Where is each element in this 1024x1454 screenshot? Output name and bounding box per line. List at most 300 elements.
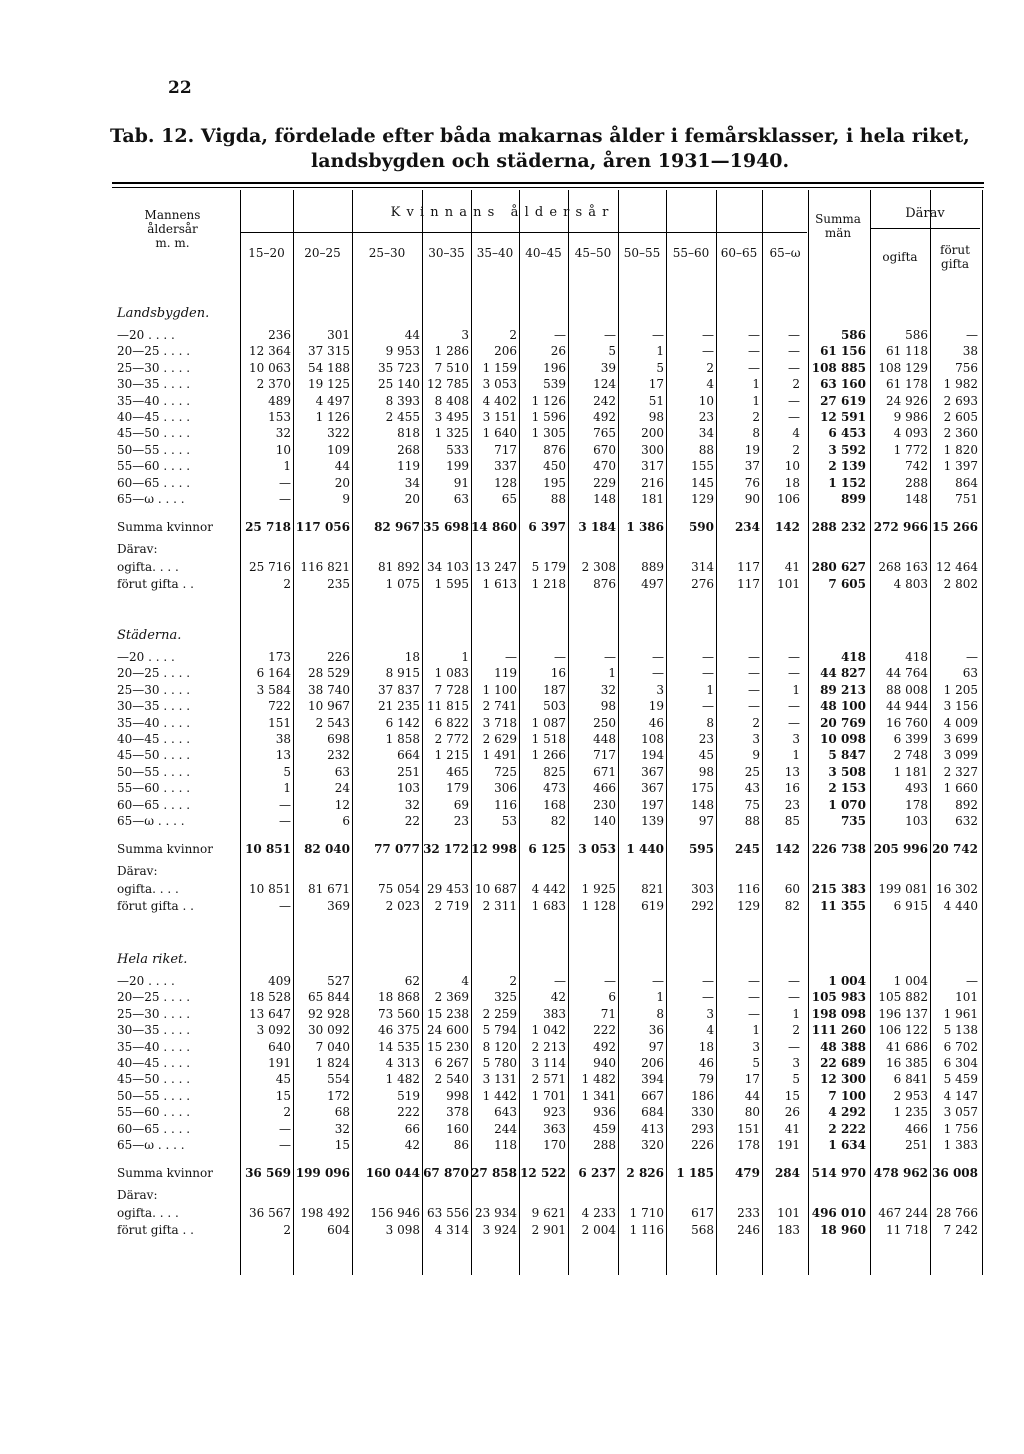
ogifta-row-cell: 116 [737, 882, 760, 897]
ogifta-row-cell: 34 103 [427, 560, 469, 575]
table-row-cell: 671 [593, 764, 616, 779]
table-row-cell: 4 [706, 377, 714, 392]
table-row-cell: 2 [706, 360, 714, 375]
table-row-cell: 667 [641, 1088, 664, 1103]
table-row-cell: — [279, 1138, 291, 1152]
table-row-cell: 394 [641, 1072, 664, 1087]
summa-row-cell: 77 077 [374, 842, 420, 857]
table-row-cell: 4 402 [482, 393, 517, 408]
table-row-cell: 186 [691, 1088, 714, 1103]
forut-row-cell: — [279, 899, 291, 914]
table-row-cell: 1 [283, 459, 291, 474]
table-row-cell: 43 [744, 781, 760, 796]
table-row-cell: — [788, 699, 800, 714]
table-row-cell: 24 926 [886, 393, 928, 408]
row-label: 40—45 . . . . [117, 410, 191, 424]
table-row-cell: — [748, 344, 760, 359]
forut-row-cell: 1 613 [482, 577, 517, 592]
table-row-cell: 18 [404, 650, 420, 664]
column-divider [930, 190, 931, 1275]
row-label: 50—55 . . . . [117, 442, 191, 457]
forut-row-cell: 235 [327, 577, 350, 592]
table-row-cell: 6 822 [434, 715, 469, 730]
header-forut-line1: förut [940, 243, 970, 257]
table-row-cell: 105 882 [878, 990, 928, 1005]
table-row-cell: 175 [691, 781, 714, 796]
table-row-cell: 244 [494, 1121, 517, 1136]
table-row-cell: 268 [397, 442, 420, 457]
table-row-cell: 65 844 [308, 990, 350, 1005]
row-label: 65—ω . . . . [117, 1138, 185, 1152]
table-row-cell: 317 [641, 459, 664, 474]
table-row-cell: 3 092 [256, 1023, 291, 1038]
table-row-cell: 1 [792, 1006, 800, 1021]
top-rule-thin [112, 187, 984, 188]
top-rule [112, 182, 984, 184]
table-row-cell: 23 [698, 732, 714, 746]
ogifta-row-cell: 215 383 [811, 882, 866, 897]
forut-row-cell: 497 [641, 577, 664, 592]
table-row-cell: 194 [641, 748, 664, 763]
ogifta-row-cell: 268 163 [878, 560, 928, 575]
header-kvinnans: K v i n n a n s å l d e r s å r [390, 205, 610, 220]
table-row-cell: — [788, 1039, 800, 1054]
table-row-cell: 3 [656, 682, 664, 697]
ogifta-row-cell: 36 567 [249, 1206, 291, 1221]
table-row-cell: 6 [608, 990, 616, 1005]
table-row-cell: 2 571 [531, 1072, 566, 1087]
table-row-cell: 1 152 [828, 475, 866, 490]
table-row-cell: 1 [283, 781, 291, 796]
table-row-cell: — [788, 650, 800, 664]
table-row-cell: 448 [593, 732, 616, 746]
table-row-cell: 11 815 [427, 699, 469, 714]
table-row-cell: — [966, 328, 978, 342]
table-row-cell: 5 847 [828, 748, 866, 763]
table-row-cell: 232 [327, 748, 350, 763]
summa-row-cell: 67 870 [423, 1166, 469, 1181]
table-row-cell: 632 [955, 814, 978, 828]
table-row-cell: 38 [275, 732, 291, 746]
table-row-cell: — [279, 797, 291, 812]
ogifta-row-cell: 12 464 [936, 560, 978, 575]
table-row-cell: 923 [543, 1105, 566, 1120]
summa-row-cell: 6 397 [528, 520, 566, 535]
row-label: 40—45 . . . . [117, 1056, 191, 1070]
header-summa [808, 212, 868, 240]
table-row-cell: 16 [550, 666, 566, 681]
section-title: Hela riket. [117, 952, 188, 967]
table-row-cell: 79 [698, 1072, 714, 1087]
ogifta-row-cell: 198 492 [300, 1206, 350, 1221]
table-row-cell: 3 699 [943, 732, 978, 746]
ogifta-label: ogifta. . . . [117, 1206, 179, 1221]
table-row-cell: 1 640 [482, 426, 517, 441]
table-row-cell: 320 [641, 1138, 664, 1152]
ogifta-label: ogifta. . . . [117, 882, 179, 897]
table-row-cell: 418 [840, 650, 866, 664]
table-row-cell: 39 [600, 360, 616, 375]
table-row-cell: 3 057 [943, 1105, 978, 1120]
table-row-cell: 12 364 [249, 344, 291, 359]
header-kvinnans-rule [240, 232, 807, 233]
table-row-cell: 2 [792, 377, 800, 392]
summa-row-cell: 226 738 [811, 842, 866, 857]
table-row-cell: 1 159 [482, 360, 517, 375]
summa-row-cell: 595 [688, 842, 714, 857]
table-row-cell: 10 967 [308, 699, 350, 714]
table-row-cell: 66 [404, 1121, 420, 1136]
summa-row-cell: 25 718 [245, 520, 291, 535]
table-row-cell: 61 118 [886, 344, 928, 359]
table-row-cell: 3 [752, 732, 760, 746]
summa-row-cell: 245 [734, 842, 760, 857]
table-row-cell: 236 [268, 328, 291, 342]
table-row-cell: 24 600 [427, 1023, 469, 1038]
table-row-cell: 3 718 [482, 715, 517, 730]
summa-row-cell: 2 826 [626, 1166, 664, 1181]
table-row-cell: 32 [275, 426, 291, 441]
table-row-cell: 1 [752, 377, 760, 392]
table-row-cell: 206 [494, 344, 517, 359]
table-row-cell: 196 [543, 360, 566, 375]
table-row-cell: 63 [334, 764, 350, 779]
table-row-cell: 44 [744, 1088, 760, 1103]
table-row-cell: 306 [494, 781, 517, 796]
table-row-cell: 3 [461, 328, 469, 342]
table-row-cell: 12 591 [820, 410, 866, 424]
forut-row-cell: 246 [737, 1223, 760, 1238]
table-row-cell: 251 [905, 1138, 928, 1152]
row-label: 25—30 . . . . [117, 1006, 191, 1021]
table-row-cell: 18 [784, 475, 800, 490]
table-row-cell: 1 491 [482, 748, 517, 763]
table-row-cell: 1 100 [482, 682, 517, 697]
summa-row-cell: 82 040 [304, 842, 350, 857]
table-row-cell: — [279, 475, 291, 490]
table-row-cell: 2 360 [943, 426, 978, 441]
table-row-cell: 10 063 [249, 360, 291, 375]
table-row-cell: 229 [593, 475, 616, 490]
table-row-cell: 725 [494, 764, 517, 779]
table-row-cell: — [788, 344, 800, 359]
table-row-cell: 12 300 [820, 1072, 866, 1087]
table-row-cell: 288 [905, 475, 928, 490]
table-row-cell: 168 [543, 797, 566, 812]
summa-row-cell: 199 096 [295, 1166, 350, 1181]
table-row-cell: 470 [593, 459, 616, 474]
table-row-cell: — [748, 990, 760, 1005]
table-row-cell: 48 388 [820, 1039, 866, 1054]
table-row-cell: 1 004 [828, 974, 866, 988]
row-label: 20—25 . . . . [117, 344, 191, 359]
table-row-cell: 18 868 [378, 990, 420, 1005]
table-row-cell: 145 [691, 475, 714, 490]
table-row-cell: 9 953 [385, 344, 420, 359]
table-row-cell: 640 [268, 1039, 291, 1054]
table-row-cell: — [702, 990, 714, 1005]
column-divider [240, 190, 241, 1275]
age-column-header: 55–60 [672, 246, 710, 260]
ogifta-row-cell: 116 821 [300, 560, 350, 575]
table-row-cell: 1 518 [531, 732, 566, 746]
column-divider [471, 190, 472, 1275]
ogifta-row-cell: 496 010 [811, 1206, 866, 1221]
table-row-cell: 4 009 [943, 715, 978, 730]
forut-row-cell: 1 116 [629, 1223, 664, 1238]
ogifta-row-cell: 41 [784, 560, 800, 575]
table-row-cell: 5 459 [943, 1072, 978, 1087]
table-row-cell: — [279, 492, 291, 506]
table-row-cell: 89 213 [820, 682, 866, 697]
table-row-cell: 160 [446, 1121, 469, 1136]
ogifta-row-cell: 4 442 [531, 882, 566, 897]
table-row-cell: 9 [342, 492, 350, 506]
table-row-cell: 17 [744, 1072, 760, 1087]
forut-row-cell: 619 [641, 899, 664, 914]
table-row-cell: — [652, 666, 664, 681]
table-row-cell: 1 305 [531, 426, 566, 441]
row-label: 65—ω . . . . [117, 814, 185, 828]
table-row-cell: 586 [905, 328, 928, 342]
table-row-cell: 1 [656, 344, 664, 359]
table-row-cell: 1 070 [828, 797, 866, 812]
table-row-cell: 492 [593, 410, 616, 424]
table-row-cell: 383 [543, 1006, 566, 1021]
table-row-cell: 818 [397, 426, 420, 441]
table-row-cell: — [748, 328, 760, 342]
table-row-cell: — [748, 974, 760, 988]
forut-row-cell: 1 075 [385, 577, 420, 592]
column-divider [666, 190, 667, 1275]
table-row-cell: 198 098 [811, 1006, 866, 1021]
table-row-cell: 864 [955, 475, 978, 490]
table-row-cell: 2 369 [434, 990, 469, 1005]
table-row-cell: 337 [494, 459, 517, 474]
table-row-cell: 2 [509, 328, 517, 342]
row-label: 35—40 . . . . [117, 715, 191, 730]
table-row-cell: 503 [543, 699, 566, 714]
table-row-cell: 13 647 [249, 1006, 291, 1021]
row-label: 25—30 . . . . [117, 360, 191, 375]
table-row-cell: 1 181 [893, 764, 928, 779]
table-row-cell: 4 292 [828, 1105, 866, 1120]
table-row-cell: 111 260 [811, 1023, 866, 1038]
table-row-cell: 148 [691, 797, 714, 812]
table-row-cell: 670 [593, 442, 616, 457]
darav-label: Därav: [117, 542, 158, 557]
table-row-cell: 717 [494, 442, 517, 457]
table-row-cell: 22 [404, 814, 420, 828]
table-row-cell: 97 [698, 814, 714, 828]
table-row-cell: 450 [543, 459, 566, 474]
table-row-cell: — [554, 650, 566, 664]
table-row-cell: 7 100 [828, 1088, 866, 1103]
row-label: 50—55 . . . . [117, 764, 191, 779]
summa-row-cell: 1 185 [676, 1166, 714, 1181]
table-row-cell: 3 [792, 732, 800, 746]
age-column-header: 25–30 [368, 246, 406, 260]
table-row-cell: 13 [784, 764, 800, 779]
table-row-cell: 20 [334, 475, 350, 490]
table-row-cell: — [652, 328, 664, 342]
table-row-cell: 533 [446, 442, 469, 457]
table-row-cell: 742 [905, 459, 928, 474]
age-column-header: 40–45 [525, 246, 562, 260]
table-row-cell: 106 122 [878, 1023, 928, 1038]
table-row-cell: — [604, 974, 616, 988]
table-row-cell: 1 [792, 682, 800, 697]
table-row-cell: 5 [283, 764, 291, 779]
table-row-cell: 459 [593, 1121, 616, 1136]
ogifta-row-cell: 63 556 [427, 1206, 469, 1221]
row-label: 60—65 . . . . [117, 1121, 191, 1136]
ogifta-row-cell: 314 [691, 560, 714, 575]
table-row-cell: 222 [593, 1023, 616, 1038]
table-row-cell: 178 [737, 1138, 760, 1152]
table-row-cell: 3 [792, 1056, 800, 1070]
age-column-header: 60–65 [720, 246, 758, 260]
table-row-cell: — [788, 410, 800, 424]
table-row-cell: 13 [275, 748, 291, 763]
table-row-cell: 151 [737, 1121, 760, 1136]
forut-row-cell: 2 901 [531, 1223, 566, 1238]
table-row-cell: — [554, 974, 566, 988]
table-row-cell: — [702, 650, 714, 664]
summa-row-cell: 27 858 [471, 1166, 517, 1181]
table-row-cell: 128 [494, 475, 517, 490]
table-row-cell: — [966, 974, 978, 988]
table-row-cell: 4 [706, 1023, 714, 1038]
table-row-cell: 473 [543, 781, 566, 796]
table-row-cell: 765 [593, 426, 616, 441]
ogifta-row-cell: 9 621 [531, 1206, 566, 1221]
table-row-cell: 4 [461, 974, 469, 988]
table-row-cell: 722 [268, 699, 291, 714]
table-row-cell: 88 [698, 442, 714, 457]
summa-row-cell: 478 962 [873, 1166, 928, 1181]
summa-row-cell: 10 851 [245, 842, 291, 857]
table-row-cell: 250 [593, 715, 616, 730]
table-row-cell: 46 [698, 1056, 714, 1070]
column-divider [519, 190, 520, 1275]
table-row-cell: 37 315 [308, 344, 350, 359]
table-row-cell: 293 [691, 1121, 714, 1136]
table-row-cell: 76 [744, 475, 760, 490]
table-row-cell: 24 [334, 781, 350, 796]
forut-row-cell: 183 [777, 1223, 800, 1238]
column-divider [352, 190, 353, 1275]
table-row-cell: — [652, 974, 664, 988]
row-label: 50—55 . . . . [117, 1088, 191, 1103]
column-divider [618, 190, 619, 1275]
table-row-cell: — [748, 650, 760, 664]
table-row-cell: 717 [593, 748, 616, 763]
table-row-cell: 148 [593, 492, 616, 506]
table-row-cell: 1 [461, 650, 469, 664]
table-row-cell: 63 160 [820, 377, 866, 392]
table-row-cell: — [279, 814, 291, 828]
table-row-cell: 1 087 [531, 715, 566, 730]
table-row-cell: 15 238 [427, 1006, 469, 1021]
forut-row-cell: 3 098 [385, 1223, 420, 1238]
table-row-cell: 45 [275, 1072, 291, 1087]
table-row-cell: 892 [955, 797, 978, 812]
table-row-cell: — [748, 682, 760, 697]
table-row-cell: 1 858 [385, 732, 420, 746]
table-row-cell: 1 772 [893, 442, 928, 457]
forut-label: förut gifta . . [117, 899, 194, 914]
summa-row-cell: 35 698 [423, 520, 469, 535]
ogifta-row-cell: 29 453 [427, 882, 469, 897]
table-row-cell: 97 [648, 1039, 664, 1054]
table-row-cell: 2 693 [943, 393, 978, 408]
table-row-cell: 899 [840, 492, 866, 506]
table-row-cell: 23 [784, 797, 800, 812]
table-row-cell: 91 [453, 475, 469, 490]
header-mannens-line2: åldersår [147, 222, 198, 236]
summa-row-cell: 12 998 [471, 842, 517, 857]
summa-row-cell: 36 569 [245, 1166, 291, 1181]
table-row-cell: 466 [593, 781, 616, 796]
table-row-cell: 34 [404, 475, 420, 490]
table-row-cell: 6 142 [385, 715, 420, 730]
table-row-cell: 19 [648, 699, 664, 714]
table-row-cell: 44 944 [886, 699, 928, 714]
summa-label: Summa kvinnor [117, 842, 213, 857]
table-row-cell: 32 [334, 1121, 350, 1136]
table-row-cell: 4 147 [943, 1088, 978, 1103]
table-row-cell: 363 [543, 1121, 566, 1136]
summa-row-cell: 142 [774, 842, 800, 857]
table-row-cell: 63 [453, 492, 469, 506]
table-row-cell: 3 131 [482, 1072, 517, 1087]
table-row-cell: 103 [905, 814, 928, 828]
darav-label: Därav: [117, 1188, 158, 1203]
forut-label: förut gifta . . [117, 577, 194, 592]
ogifta-row-cell: 81 892 [378, 560, 420, 575]
ogifta-row-cell: 2 308 [581, 560, 616, 575]
age-column-header: 35–40 [476, 246, 514, 260]
table-row-cell: 3 584 [256, 682, 291, 697]
table-row-cell: 17 [648, 377, 664, 392]
table-row-cell: 119 [397, 459, 420, 474]
table-row-cell: 12 [334, 797, 350, 812]
table-row-cell: 825 [543, 764, 566, 779]
table-row-cell: 2 [752, 715, 760, 730]
age-column-header: 30–35 [428, 246, 465, 260]
age-column-header: 50–55 [623, 246, 661, 260]
table-row-cell: 27 619 [820, 393, 866, 408]
table-row-cell: 330 [691, 1105, 714, 1120]
forut-row-cell: 101 [777, 577, 800, 592]
table-row-cell: 2 [792, 1023, 800, 1038]
summa-row-cell: 14 860 [471, 520, 517, 535]
table-row-cell: 16 760 [886, 715, 928, 730]
table-row-cell: 5 [608, 344, 616, 359]
table-row-cell: 12 785 [427, 377, 469, 392]
table-title [110, 124, 1010, 174]
table-row-cell: — [748, 360, 760, 375]
table-row-cell: 105 983 [811, 990, 866, 1005]
table-row-cell: 37 [744, 459, 760, 474]
table-row-cell: 6 [342, 814, 350, 828]
table-row-cell: 322 [327, 426, 350, 441]
table-row-cell: — [702, 328, 714, 342]
table-row-cell: 38 740 [308, 682, 350, 697]
section-title: Landsbygden. [117, 306, 210, 321]
ogifta-row-cell: 75 054 [378, 882, 420, 897]
